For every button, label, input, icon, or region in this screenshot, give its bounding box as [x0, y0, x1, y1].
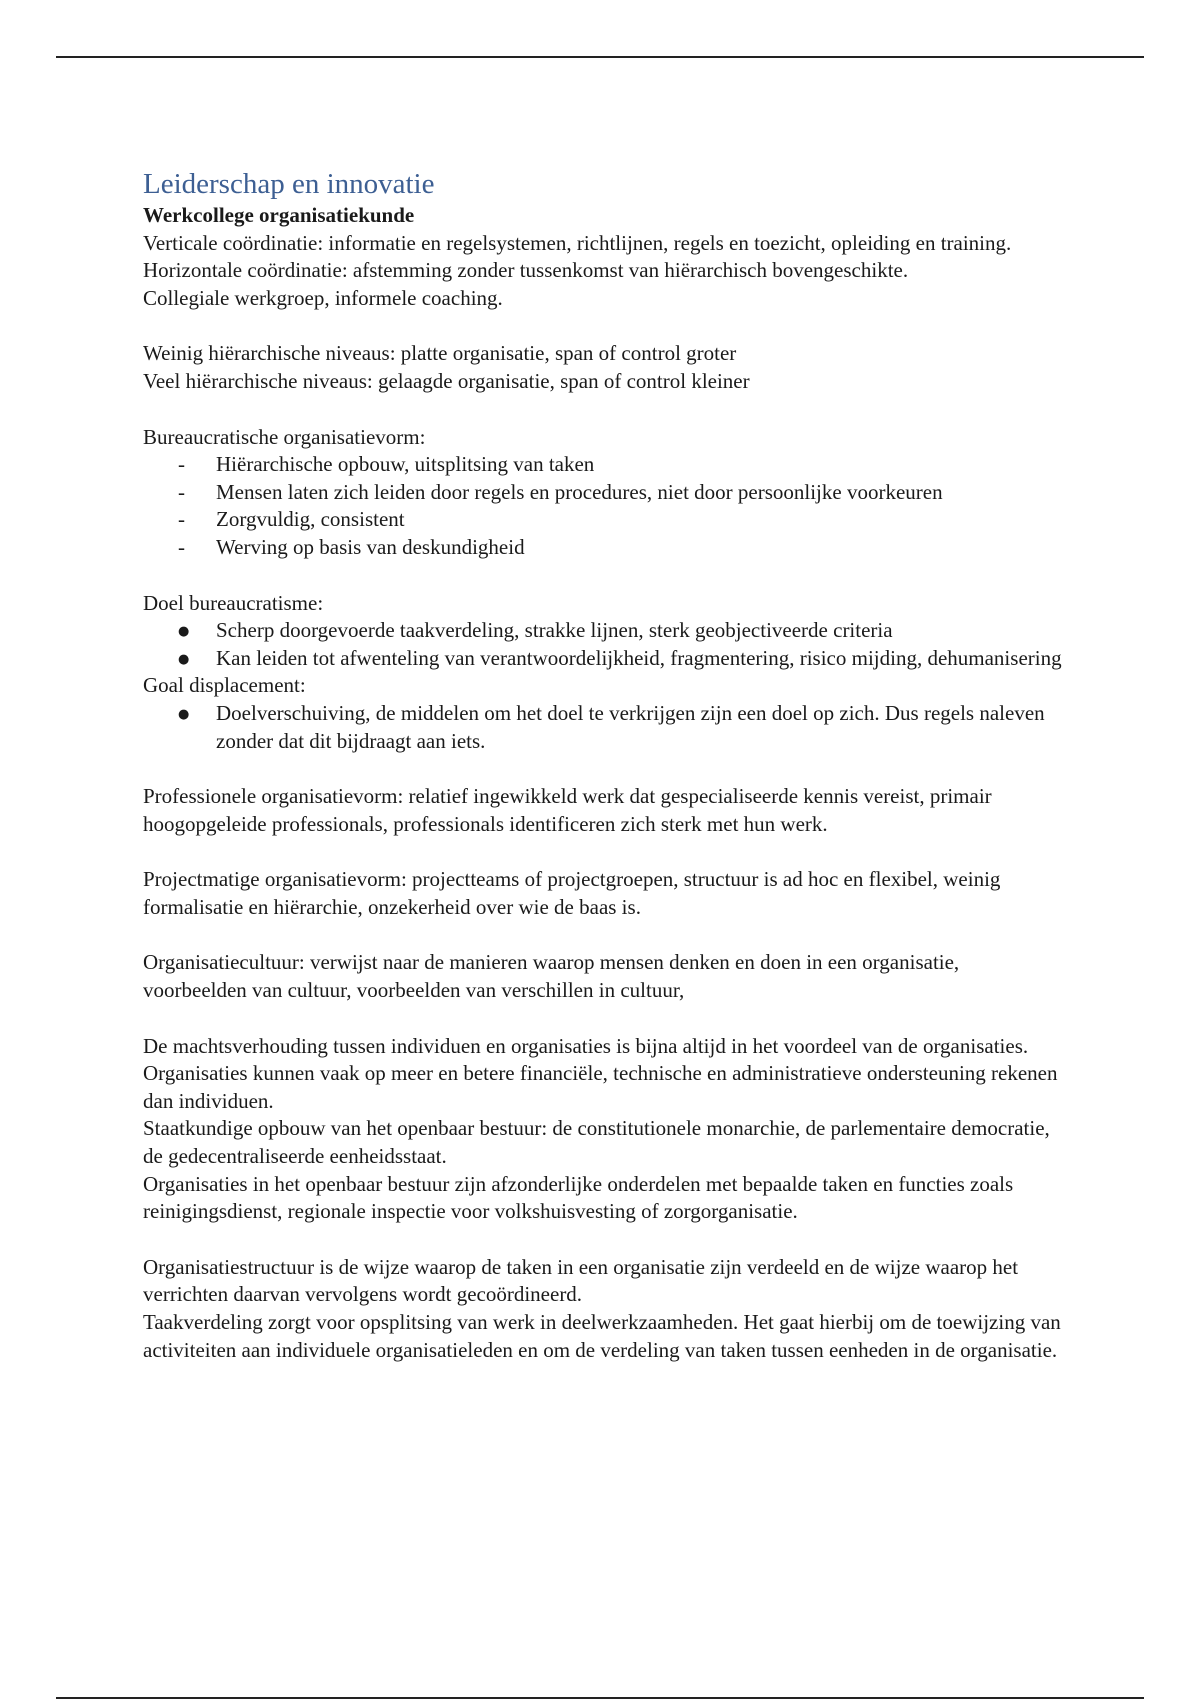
- spacer: [143, 312, 1063, 340]
- spacer: [143, 755, 1063, 783]
- doel-list: [143, 617, 1063, 672]
- paragraph-verticale: Verticale coördinatie: informatie en regelsystemen, richtlijnen, regels en toezicht, opleiding en training.: [143, 230, 1012, 255]
- paragraph-veel: Veel hiërarchische niveaus: gelaagde organisatie, span of control kleiner: [143, 368, 750, 393]
- list-item-text: Werving op basis van deskundigheid: [216, 534, 525, 559]
- spacer: [143, 838, 1063, 866]
- list-item-text: Kan leiden tot afwenteling van verantwoordelijkheid, fragmentering, risico mijding, dehumanisering: [216, 645, 1062, 670]
- header-rule: [56, 56, 1144, 58]
- footer-rule: [56, 1697, 1144, 1699]
- paragraph-staatkundige: Staatkundige opbouw van het openbaar bestuur: de constitutionele monarchie, de parlementaire democratie, de gedecentraliseerde eenheidsstaat.: [143, 1116, 1050, 1169]
- list-item: [143, 700, 1063, 755]
- list-item-text: Scherp doorgevoerde taakverdeling, strakke lijnen, sterk geobjectiveerde criteria: [216, 618, 893, 643]
- list-item-text: Zorgvuldig, consistent: [216, 507, 405, 532]
- bullet-marker: [178, 700, 198, 731]
- spacer: [143, 1226, 1063, 1254]
- paragraph-organisatiestructuur: Organisatiestructuur is de wijze waarop de taken in een organisatie zijn verdeeld en de wijze waarop het verrichten daarvan vervolgens wordt gecoördineerd.: [143, 1254, 1019, 1307]
- dash-marker: [178, 506, 198, 534]
- list-item: [143, 506, 1063, 534]
- spacer: [143, 396, 1063, 424]
- list-item-text: Doelverschuiving, de middelen om het doel te verkrijgen zijn een doel op zich. Dus regels naleven zonder dat dit bijdraagt aan iets.: [216, 700, 1045, 753]
- paragraph-weinig: Weinig hiërarchische niveaus: platte organisatie, span of control groter: [143, 341, 737, 366]
- spacer: [143, 921, 1063, 949]
- dash-marker: [178, 451, 198, 479]
- bullet-marker: [178, 617, 198, 648]
- spacer: [143, 1005, 1063, 1033]
- bullet-marker: [178, 645, 198, 676]
- list-item: [143, 617, 1063, 645]
- dash-marker: [178, 479, 198, 507]
- bureau-heading: Bureaucratische organisatievorm:: [143, 424, 426, 449]
- list-item-text: Hiërarchische opbouw, uitsplitsing van taken: [216, 452, 595, 477]
- paragraph-machtsverhouding: De machtsverhouding tussen individuen en organisaties is bijna altijd in het voordeel van de organisaties. Organisaties kunnen vaak op meer en betere financiële, technische en administratieve ondersteuning rekenen dan individuen.: [143, 1033, 1058, 1113]
- doel-heading: Doel bureaucratisme:: [143, 590, 324, 615]
- goal-heading: Goal displacement:: [143, 673, 306, 698]
- list-item: [143, 479, 1063, 507]
- list-item: [143, 451, 1063, 479]
- document-body: [143, 166, 1063, 1364]
- paragraph-collegiale: Collegiale werkgroep, informele coaching.: [143, 285, 503, 310]
- list-item: [143, 534, 1063, 562]
- goal-list: [143, 700, 1063, 755]
- document-title: Leiderschap en innovatie: [143, 168, 435, 200]
- paragraph-projectmatige: Projectmatige organisatievorm: projectteams of projectgroepen, structuur is ad hoc en flexibel, weinig formalisatie en hiërarchie, onzekerheid over wie de baas is.: [143, 867, 1001, 919]
- spacer: [143, 562, 1063, 590]
- document-subtitle: Werkcollege organisatiekunde: [143, 203, 415, 227]
- paragraph-cultuur: Organisatiecultuur: verwijst naar de manieren waarop mensen denken en doen in een organisatie, voorbeelden van cultuur, voorbeelden van verschillen in cultuur,: [143, 950, 960, 1003]
- bureau-list: [143, 451, 1063, 561]
- list-item: [143, 645, 1063, 673]
- dash-marker: [178, 534, 198, 562]
- paragraph-professionele: Professionele organisatievorm: relatief ingewikkeld werk dat gespecialiseerde kennis vereist, primair hoogopgeleide professionals, professionals identificeren zich sterk met hun werk.: [143, 784, 992, 836]
- paragraph-taakverdeling: Taakverdeling zorgt voor opsplitsing van werk in deelwerkzaamheden. Het gaat hierbij om de toewijzing van activiteiten aan individuele organisatieleden en om de verdeling van taken tussen eenheden in de organisatie.: [143, 1310, 1061, 1362]
- paragraph-horizontale: Horizontale coördinatie: afstemming zonder tussenkomst van hiërarchisch bovengeschikte.: [143, 258, 909, 283]
- list-item-text: Mensen laten zich leiden door regels en procedures, niet door persoonlijke voorkeuren: [216, 479, 943, 504]
- paragraph-organisaties-openbaar: Organisaties in het openbaar bestuur zijn afzonderlijke onderdelen met bepaalde taken en functies zoals reinigingsdienst, regionale inspectie voor volkshuisvesting of zorgorganisatie.: [143, 1171, 1014, 1224]
